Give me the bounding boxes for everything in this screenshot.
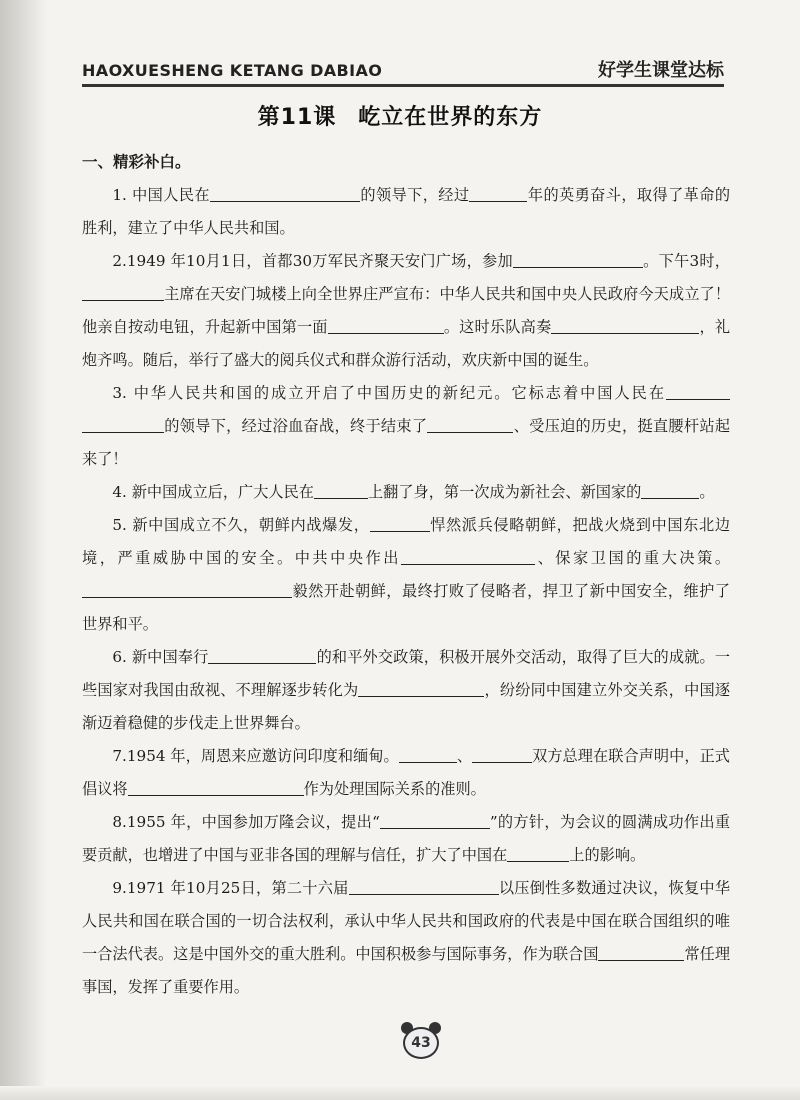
lesson-title <box>0 100 800 131</box>
question-text: 以压倒性多数通过决议，恢复中华人民共和国在联合国的一切合法权利，承认中华人民共和国政府的代表是中国在联合国组织的唯一合法代表。这是中国外交的重大胜利。中国积极参与国际事务，作为联合国 <box>82 879 731 963</box>
question-text: 、保家卫国的重大决策。 <box>535 549 731 567</box>
answer-blank[interactable] <box>210 200 360 202</box>
header-pinyin-title: HAOXUESHENG KETANG DABIAO <box>82 61 383 80</box>
answer-blank[interactable] <box>82 596 292 598</box>
answer-blank[interactable] <box>399 761 457 763</box>
answer-blank[interactable] <box>551 332 699 334</box>
answer-blank-continued[interactable] <box>82 431 164 433</box>
question-text: 1. 中国人民在 <box>112 186 211 204</box>
question-text: 、 <box>456 747 473 765</box>
question-text: 上的影响。 <box>569 846 646 864</box>
question-text: 悍然派兵侵略朝鲜，把战火烧到中国东北边境，严重威胁中国的安全。中共中央作出 <box>82 516 731 567</box>
answer-blank[interactable] <box>380 827 490 829</box>
lesson-name: 屹立在世界的东方 <box>358 105 543 130</box>
answer-blank[interactable] <box>427 431 513 433</box>
answer-blank[interactable] <box>314 497 368 499</box>
exercise-content <box>82 146 730 1004</box>
question-text: 、受压迫的历史，挺直腰杆站起来了！ <box>82 417 731 468</box>
question-text: 双方总理在联合声明中，正式倡议将 <box>82 747 730 798</box>
question-text: 3. 中华人民共和国的成立开启了中国历史的新纪元。它标志着中国人民在 <box>112 384 666 402</box>
answer-blank[interactable] <box>641 497 699 499</box>
question-text: 作为处理国际关系的准则。 <box>303 780 486 798</box>
page-number-badge <box>399 1022 443 1062</box>
header-book-title: 好学生课堂达标 <box>598 60 724 81</box>
page-header <box>82 52 724 86</box>
lesson-number: 第11课 <box>257 105 337 130</box>
question-text: 2.1949 年10月1日，首都30万军民齐聚天安门广场，参加 <box>112 252 513 270</box>
question-text: 4. 新中国成立后，广大人民在 <box>112 483 314 501</box>
question-7 <box>82 740 730 806</box>
question-1 <box>82 179 730 245</box>
answer-blank[interactable] <box>507 860 569 862</box>
question-text: 。 <box>699 483 715 501</box>
question-text: 毅然开赴朝鲜，最终打败了侵略者，捍卫了新中国安全，维护了世界和平。 <box>82 582 730 633</box>
question-5 <box>82 509 730 641</box>
question-text: 。下午3时， <box>642 252 730 270</box>
question-4 <box>82 476 730 509</box>
question-text: 5. 新中国成立不久，朝鲜内战爆发， <box>112 516 370 534</box>
answer-blank[interactable] <box>358 695 484 697</box>
question-9 <box>82 872 730 1004</box>
question-text: 9.1971 年10月25日，第二十六届 <box>112 879 349 897</box>
answer-blank[interactable] <box>401 563 535 565</box>
section-heading: 一、精彩补白。 <box>82 153 191 171</box>
answer-blank[interactable] <box>472 761 532 763</box>
answer-blank[interactable] <box>666 398 730 400</box>
question-text: ”的方针，为会议的圆满成功作出重要贡献，也增进了中国与亚非各国的理解与信任，扩大了中国在 <box>82 813 731 864</box>
question-text: 6. 新中国奉行 <box>112 648 209 666</box>
header-rule <box>82 84 724 87</box>
answer-blank[interactable] <box>128 794 304 796</box>
answer-blank[interactable] <box>349 893 499 895</box>
question-2 <box>82 245 730 377</box>
question-3 <box>82 377 730 476</box>
answer-blank[interactable] <box>598 959 684 961</box>
page-bottom-shadow <box>0 1086 800 1100</box>
page-number: 43 <box>403 1027 439 1059</box>
answer-blank[interactable] <box>82 299 164 301</box>
answer-blank[interactable] <box>513 266 643 268</box>
question-text: 年的英勇奋斗，取得了革命的胜利，建立了中华人民共和国。 <box>82 186 731 237</box>
question-text: 8.1955 年，中国参加万隆会议，提出“ <box>112 813 380 831</box>
question-text: 。这时乐队高奏 <box>443 318 552 336</box>
question-text: 上翻了身，第一次成为新社会、新国家的 <box>367 483 642 501</box>
answer-blank[interactable] <box>208 662 316 664</box>
question-8 <box>82 806 730 872</box>
question-6 <box>82 641 730 740</box>
question-text: 7.1954 年，周恩来应邀访问印度和缅甸。 <box>112 747 399 765</box>
question-text: 的和平外交政策，积极开展外交活动，取得了巨大的成就。一些国家对我国由敌视、不理解逐步转化为 <box>82 648 731 699</box>
question-text: 的领导下，经过浴血奋战，终于结束了 <box>164 417 428 435</box>
question-text: 主席在天安门城楼上向全世界庄严宣布：中华人民共和国中央人民政府今天成立了！他亲自按动电钮，升起新中国第一面 <box>82 285 730 336</box>
answer-blank[interactable] <box>328 332 444 334</box>
answer-blank[interactable] <box>469 200 527 202</box>
answer-blank[interactable] <box>370 530 430 532</box>
question-text: ，礼炮齐鸣。随后，举行了盛大的阅兵仪式和群众游行活动，欢庆新中国的诞生。 <box>82 318 731 369</box>
book-binding-shadow <box>0 0 46 1100</box>
question-text: 常任理事国，发挥了重要作用。 <box>82 945 731 996</box>
question-text: ，纷纷同中国建立外交关系，中国逐渐迈着稳健的步伐走上世界舞台。 <box>82 681 731 732</box>
question-text: 的领导下，经过 <box>360 186 470 204</box>
